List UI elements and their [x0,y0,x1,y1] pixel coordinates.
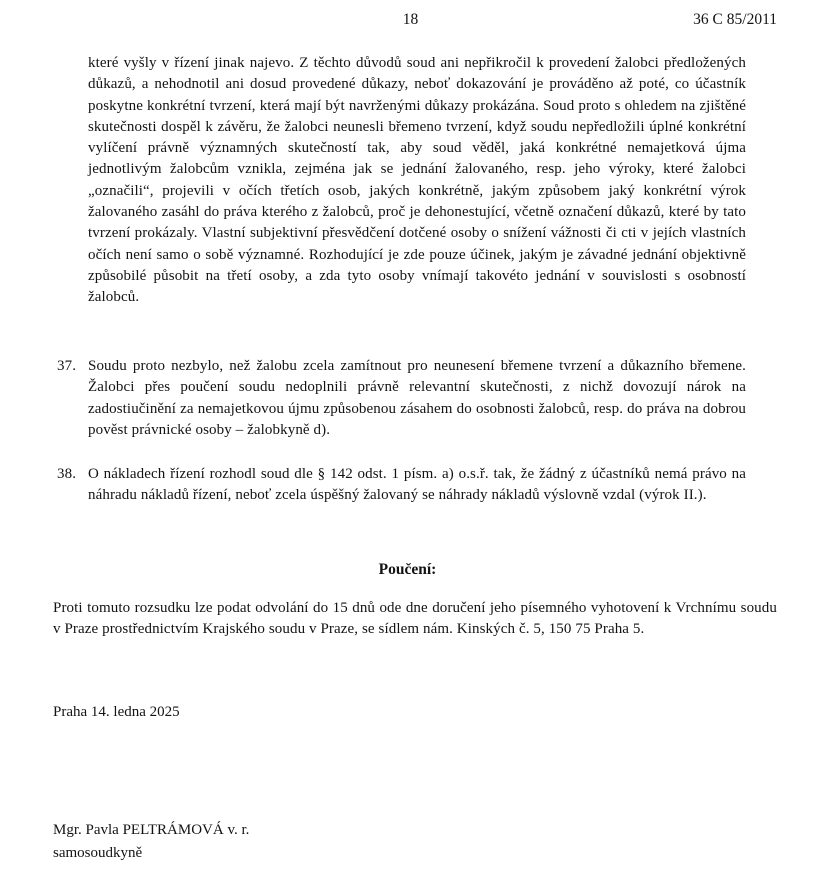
advice-text: Proti tomuto rozsudku lze podat odvolání do 15 dnů ode dne doručení jeho písemného vyhotovení k Vrchnímu soudu v Praze prostřednictvím Krajského soudu v Praze, se sídlem nám. Kinských č. 5, 150 75 Praha 5. [53,600,777,638]
paragraph-38-text: O nákladech řízení rozhodl soud dle § 142 odst. 1 písm. a) o.s.ř. tak, že žádný z účastníků nemá právo na náhradu nákladů řízení, neboť zcela úspěšný žalovaný se náhrady nákladů výslovně vzdal (výrok II.). [88,466,746,504]
paragraph-37-text: Soudu proto nezbylo, než žalobu zcela zamítnout pro neunesení břemene tvrzení a důkazního břemene. Žalobci přes poučení soudu nedoplnili právně relevantní skutečnosti, z nichž dovozují nárok na zadostiučinění za nemajetkovou újmu způsobenou zásahem do osobnosti žalobců, resp. do práva na dobrou pověst právnické osoby – žalobkyně d). [88,358,746,438]
paragraph-38-number: 38. [57,466,77,482]
signature-name: Mgr. Pavla PELTRÁMOVÁ v. r. [53,822,250,838]
advice-heading: Poučení: [378,561,437,578]
paragraph-38 [57,464,746,507]
paragraph-continuation: které vyšly v řízení jinak najevo. Z těchto důvodů soud ani nepřikročil k provedení žalobci předložených důkazů, a nehodnotil ani dosud provedené důkazy, neboť dokazování je prováděno až poté, co účastník poskytne konkrétní tvrzení, která mají být navrženými důkazy prokázána. Soud proto s ohledem na zjištěné skutečnosti dospěl k závěru, že žalobci neunesli břemeno tvrzení, když soudu nepředložili úplné konkrétní vylíčení právně významných skutečností tak, aby soud věděl, jaká konkrétné nemajetková újma jednotlivým žalobcům vznikla, zejména jak se jednání žalovaného, resp. jeho výroky, které žalobci „označili“, projevili v očích třetích osob, jakých konkrétně, jakým způsobem jaký konkrétní výrok žalovaného zasáhl do práva kterého z žalobců, proč je dehonestující, včetně označení důkazů, které by tato tvrzení prokázaly. Vlastní subjektivní přesvědčení dotčené osoby o snížení vážnosti či cti v jejích vlastních očích není samo o sobě významné. Rozhodující je zde pouze účinek, jakým je závadné jednání objektivně způsobilé působit na třetí osoby, a zda tyto osoby vnímají takovéto jednání v souvislosti s osobností žalobců. [88,55,746,306]
paragraph-37 [57,356,746,441]
case-number: 36 C 85/2011 [693,11,777,28]
page-number: 18 [402,11,419,28]
date-line: Praha 14. ledna 2025 [53,704,180,720]
paragraph-37-number: 37. [57,358,77,374]
page-header [0,11,821,33]
signature-block [53,819,249,864]
signature-role: samosoudkyně [53,844,143,861]
